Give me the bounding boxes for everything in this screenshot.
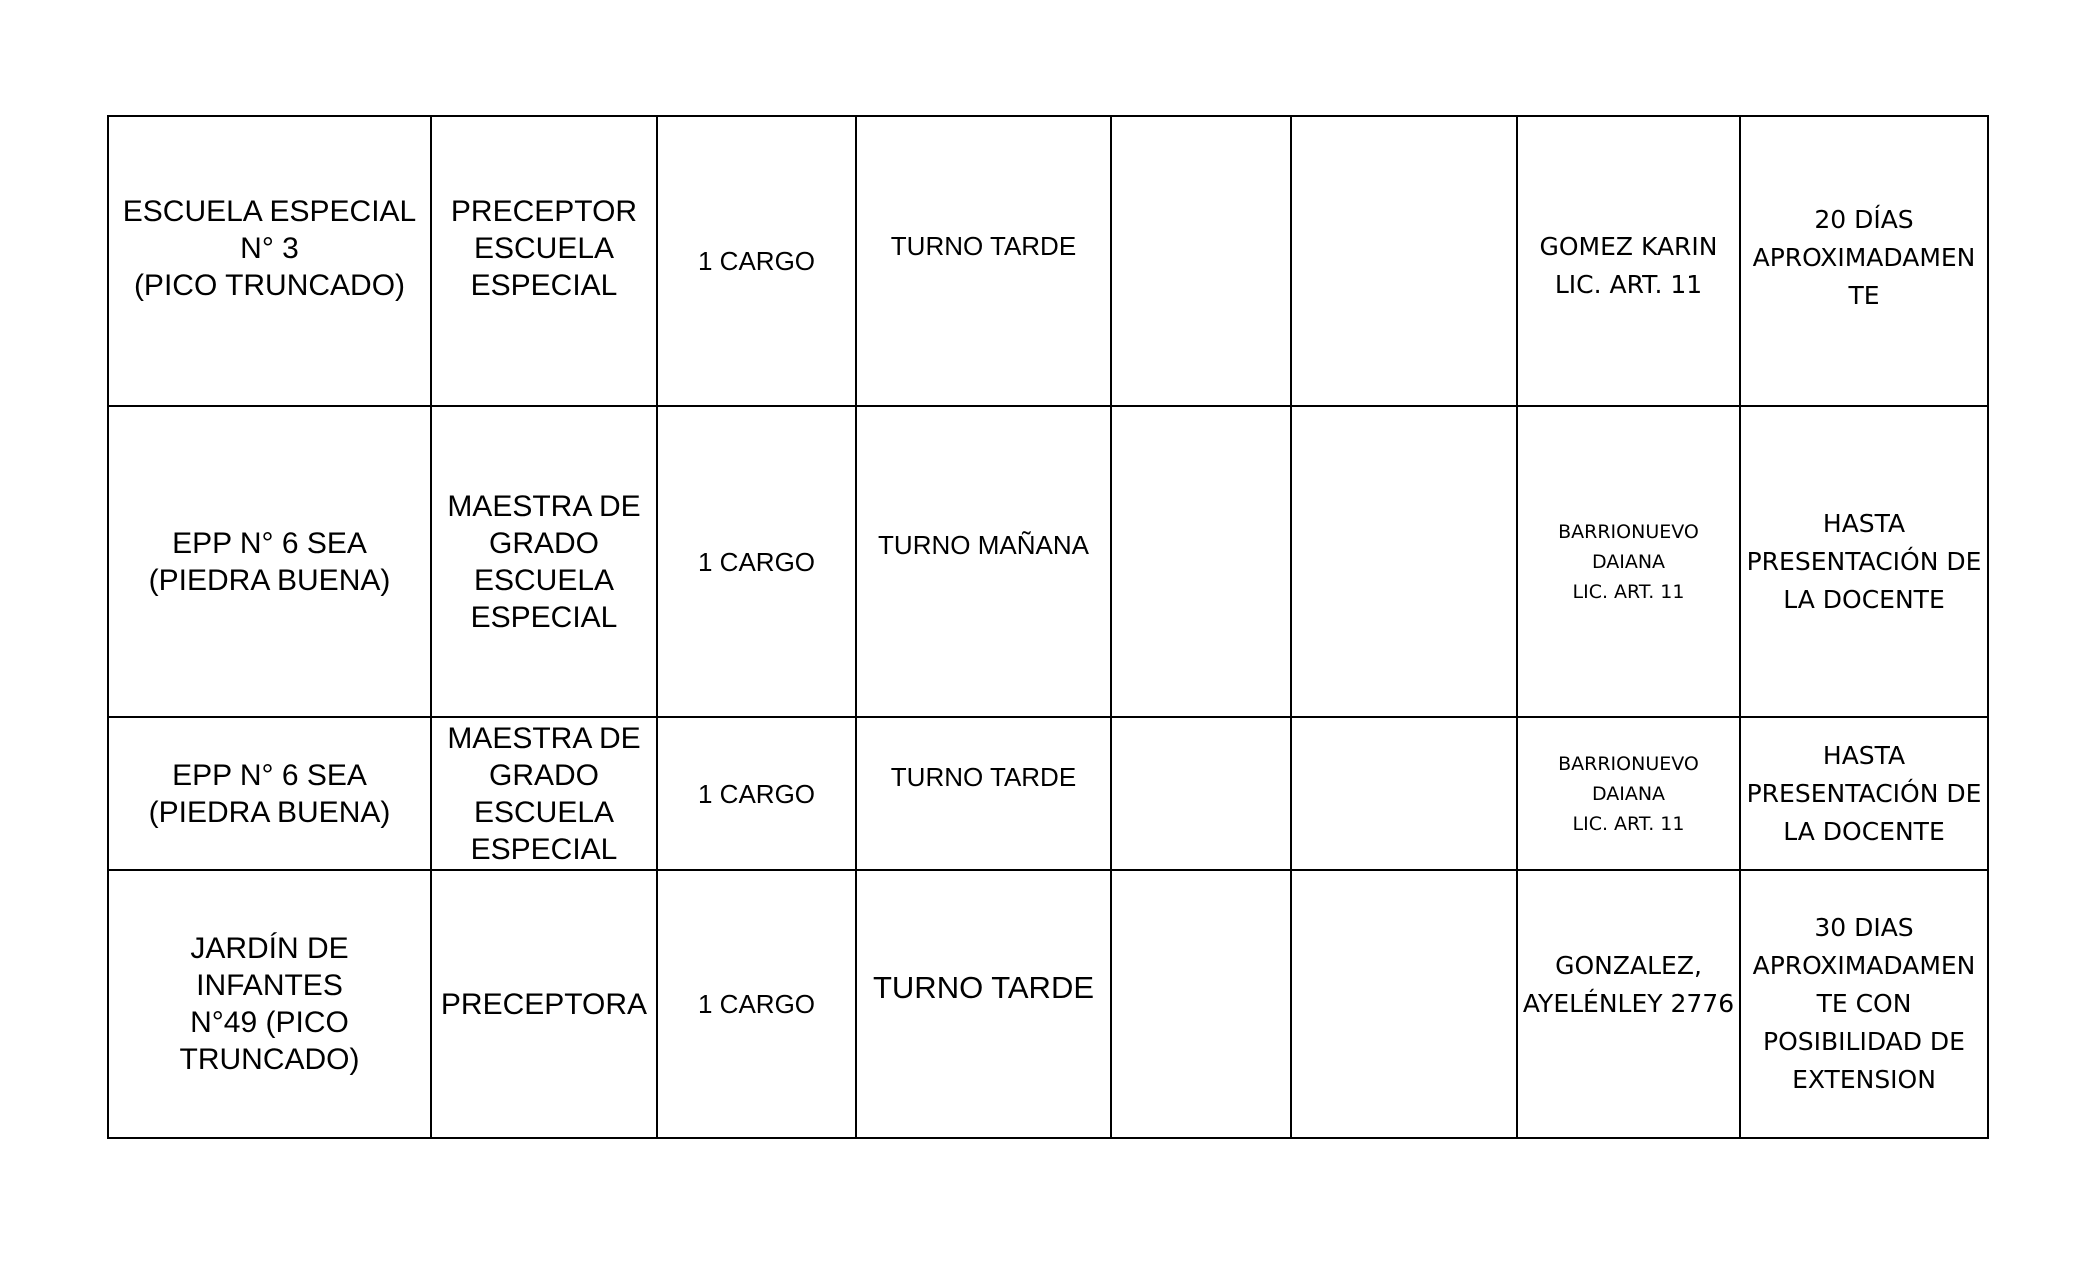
position-cell [431, 870, 657, 1138]
shift-cell [856, 116, 1111, 406]
empty-cell [1111, 116, 1291, 406]
empty-cell [1111, 870, 1291, 1138]
duration-cell [1740, 870, 1988, 1138]
school-name: JARDÍN DE INFANTES N°49 (PICO TRUNCADO) [179, 932, 360, 1076]
position-cell [431, 116, 657, 406]
positions-count: 1 CARGO [697, 989, 816, 1019]
duration-cell [1740, 406, 1988, 717]
position-title: PRECEPTOR ESCUELA ESPECIAL [450, 194, 638, 302]
empty-cell [1291, 870, 1517, 1138]
shift-cell [856, 717, 1111, 870]
empty-cell [1291, 406, 1517, 717]
shift-label: TURNO TARDE [890, 231, 1077, 261]
replaces-cell [1517, 116, 1740, 406]
positions-count: 1 CARGO [697, 246, 816, 276]
duration-text: HASTA PRESENTACIÓN DE LA DOCENTE [1746, 508, 1982, 614]
shift-cell [856, 870, 1111, 1138]
vacancies-table [107, 115, 1989, 1139]
duration-text: 30 DIAS APROXIMADAMEN TE CON POSIBILIDAD DE EXTENSION [1752, 913, 1976, 1094]
position-title: MAESTRA DE GRADO ESCUELA ESPECIAL [447, 489, 641, 634]
replaces-cell [1517, 870, 1740, 1138]
positions-count-cell [657, 870, 856, 1138]
school-cell [108, 717, 431, 870]
positions-count: 1 CARGO [697, 778, 816, 809]
replaces-name: BARRIONUEVO DAIANA LIC. ART. 11 [1558, 520, 1699, 603]
school-cell [108, 406, 431, 717]
positions-count-cell [657, 406, 856, 717]
position-title: MAESTRA DE GRADO ESCUELA ESPECIAL [447, 721, 641, 866]
shift-label: TURNO MAÑANA [878, 529, 1089, 560]
replaces-name: GONZALEZ, AYELÉNLEY 2776 [1522, 951, 1735, 1018]
position-title: PRECEPTORA [440, 987, 648, 1021]
table-row [108, 870, 1988, 1138]
empty-cell [1111, 717, 1291, 870]
replaces-name: BARRIONUEVO DAIANA LIC. ART. 11 [1558, 752, 1699, 835]
school-name: EPP N° 6 SEA (PIEDRA BUENA) [148, 526, 391, 597]
positions-count-cell [657, 717, 856, 870]
school-name: ESCUELA ESPECIAL N° 3 (PICO TRUNCADO) [122, 194, 417, 302]
table-row [108, 116, 1988, 406]
position-cell [431, 406, 657, 717]
position-cell [431, 717, 657, 870]
shift-label: TURNO TARDE [872, 969, 1095, 1005]
duration-text: 20 DÍAS APROXIMADAMEN TE [1752, 205, 1976, 310]
replaces-cell [1517, 406, 1740, 717]
table-row [108, 406, 1988, 717]
school-cell [108, 870, 431, 1138]
school-name: EPP N° 6 SEA (PIEDRA BUENA) [148, 758, 391, 829]
empty-cell [1111, 406, 1291, 717]
school-cell [108, 116, 431, 406]
empty-cell [1291, 717, 1517, 870]
positions-count: 1 CARGO [697, 546, 816, 577]
replaces-cell [1517, 717, 1740, 870]
shift-label: TURNO TARDE [890, 761, 1077, 792]
table-row [108, 717, 1988, 870]
duration-cell [1740, 116, 1988, 406]
shift-cell [856, 406, 1111, 717]
positions-count-cell [657, 116, 856, 406]
duration-text: HASTA PRESENTACIÓN DE LA DOCENTE [1746, 740, 1982, 846]
replaces-name: GOMEZ KARIN LIC. ART. 11 [1539, 232, 1718, 299]
empty-cell [1291, 116, 1517, 406]
duration-cell [1740, 717, 1988, 870]
